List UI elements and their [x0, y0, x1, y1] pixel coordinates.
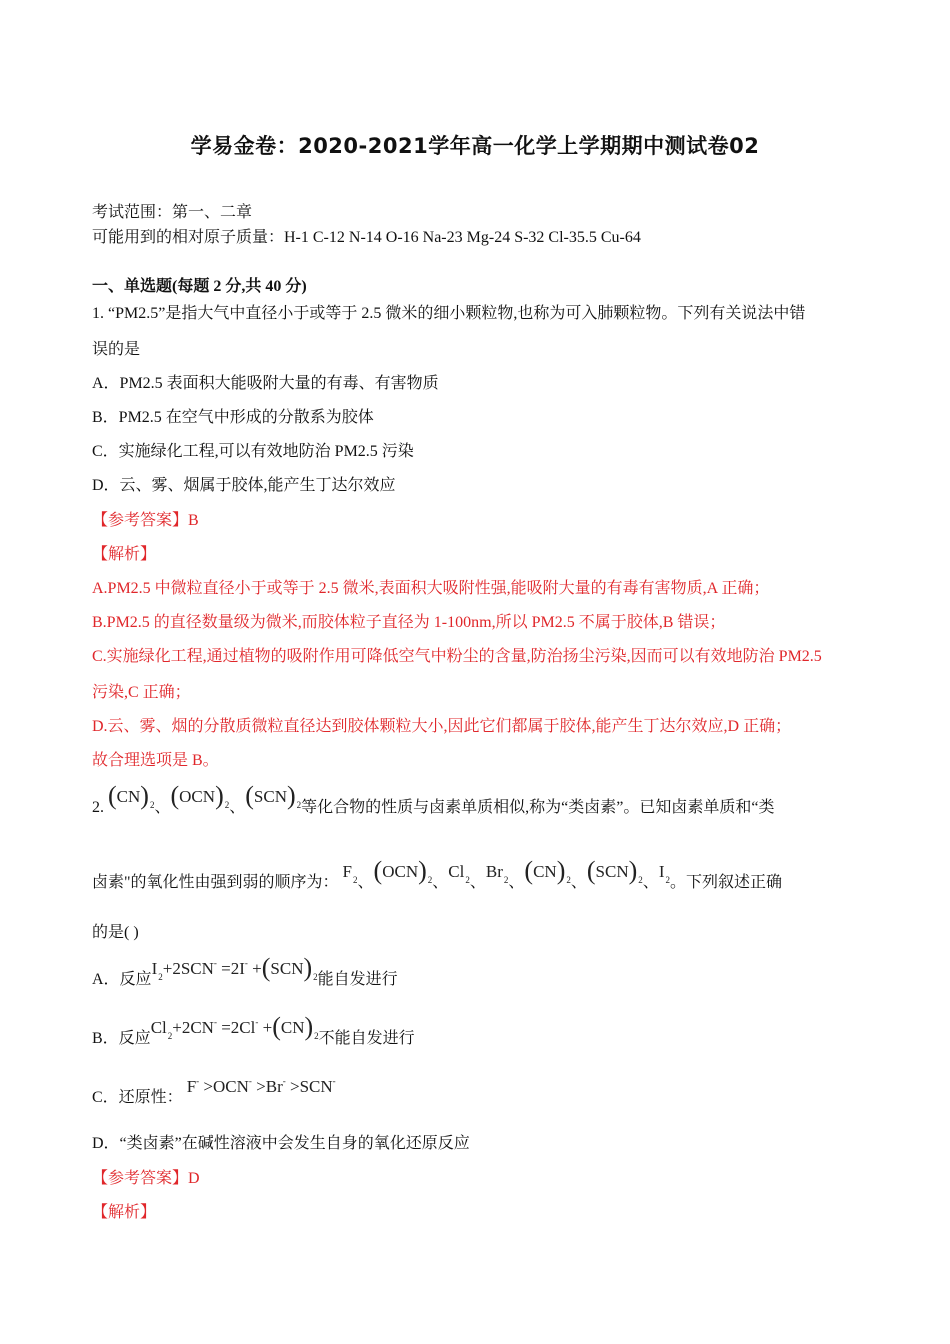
- formula-br2: $Br_2$: [485, 862, 509, 885]
- formula-ocn2: $(OCN)_2$: [373, 856, 433, 885]
- q2-option-d: D．“类卤素”在碱性溶液中会发生自身的氧化还原反应: [92, 1135, 470, 1152]
- q1-stem-line1: 1. “PM2.5”是指大气中直径小于或等于 2.5 微米的细小颗粒物,也称为可入肺颗粒物。下列有关说法中错: [92, 305, 806, 322]
- q2-stem-line2: 卤素"的氧化性由强到弱的顺序为： $F_2$、$(OCN)_2$、$Cl_2$、$Br_2$、$(CN)_2$、$(SCN)_2$、$I_2$。下列叙述正确: [92, 856, 782, 891]
- atomic-masses: 可能用到的相对原子质量：H-1 C-12 N-14 O-16 Na-23 Mg-24 S-32 Cl-35.5 Cu-64: [92, 229, 641, 246]
- q2-stem-text2: 卤素"的氧化性由强到弱的顺序为：: [92, 874, 339, 891]
- q2-option-c: [92, 1076, 862, 1107]
- exam-scope: 考试范围：第一、二章: [92, 204, 253, 221]
- q1-analysis-c: C.实施绿化工程,通过植物的吸附作用可降低空气中粉尘的含量,防治扬尘污染,因而可以有效地防治 PM2.5: [92, 648, 822, 665]
- formula-i2: $I_2$: [658, 862, 670, 885]
- q1-analysis-label: 【解析】: [92, 546, 157, 563]
- q1-analysis-b: B.PM2.5 的直径数量级为微米,而胶体粒子直径为 1-100nm,所以 PM2.5 不属于胶体,B 错误；: [92, 614, 726, 631]
- formula-scn2: $(SCN)_2$: [245, 781, 302, 810]
- equation-a: $I_2+2SCN^- =2I^- +(SCN)_2$: [151, 953, 318, 982]
- separator: 、: [154, 799, 171, 816]
- formula-cn2: $(CN)_2$: [108, 781, 155, 810]
- section-heading: 一、单选题(每题 2 分,共 40 分): [92, 278, 307, 295]
- equation-c: F- >OCN- >Br- >SCN-: [186, 1076, 336, 1096]
- q1-option-c: C．实施绿化工程,可以有效地防治 PM2.5 污染: [92, 443, 414, 460]
- q1-option-d: D．云、雾、烟属于胶体,能产生丁达尔效应: [92, 477, 396, 494]
- q2-stem-line3: 的是( ): [92, 924, 139, 941]
- option-b-tail: 不能自发进行: [318, 1030, 415, 1047]
- formula-scn2: $(SCN)_2$: [586, 856, 643, 885]
- q2-stem-text1: 等化合物的性质与卤素单质相似,称为“类卤素”。已知卤素单质和“类: [301, 799, 775, 816]
- formula-cl2: $Cl_2$: [448, 862, 470, 885]
- q2-number: 2.: [92, 799, 104, 816]
- page-title: 学易金卷：2020-2021学年高一化学上学期期中测试卷02: [190, 134, 760, 158]
- equation-b: $Cl_2+2CN^- =2Cl^- +(CN)_2$: [150, 1012, 319, 1041]
- q1-analysis-d: D.云、雾、烟的分散质微粒直径达到胶体颗粒大小,因此它们都属于胶体,能产生丁达尔效应,D 正确；: [92, 718, 792, 735]
- q1-stem-line2: 误的是: [92, 341, 141, 358]
- q1-analysis-a: A.PM2.5 中微粒直径小于或等于 2.5 微米,表面积大吸附性强,能吸附大量的有毒有害物质,A 正确；: [92, 580, 770, 597]
- q2-stem-text3: 。下列叙述正确: [669, 874, 782, 891]
- q1-answer: 【参考答案】B: [92, 512, 199, 529]
- q1-option-b: B．PM2.5 在空气中形成的分散系为胶体: [92, 409, 374, 426]
- q2-answer: 【参考答案】D: [92, 1170, 200, 1187]
- formula-f2: $F_2$: [342, 862, 358, 885]
- option-label: A．反应: [92, 971, 152, 988]
- q2-option-b: [92, 1012, 862, 1051]
- q2-analysis-label: 【解析】: [92, 1204, 157, 1221]
- option-a-tail: 能自发进行: [317, 971, 398, 988]
- q2-option-a: [92, 953, 862, 992]
- formula-cn2: $(CN)_2$: [524, 856, 571, 885]
- option-label: C．还原性：: [92, 1089, 183, 1106]
- formula-ocn2: $(OCN)_2$: [170, 781, 230, 810]
- option-label: B．反应: [92, 1030, 151, 1047]
- q2-stem-line1: [92, 781, 862, 820]
- separator: 、: [229, 799, 246, 816]
- q1-analysis-conclusion: 故合理选项是 B。: [92, 752, 219, 769]
- q1-analysis-c-cont: 污染,C 正确；: [92, 684, 191, 701]
- q1-option-a: A．PM2.5 表面积大能吸附大量的有毒、有害物质: [92, 375, 439, 392]
